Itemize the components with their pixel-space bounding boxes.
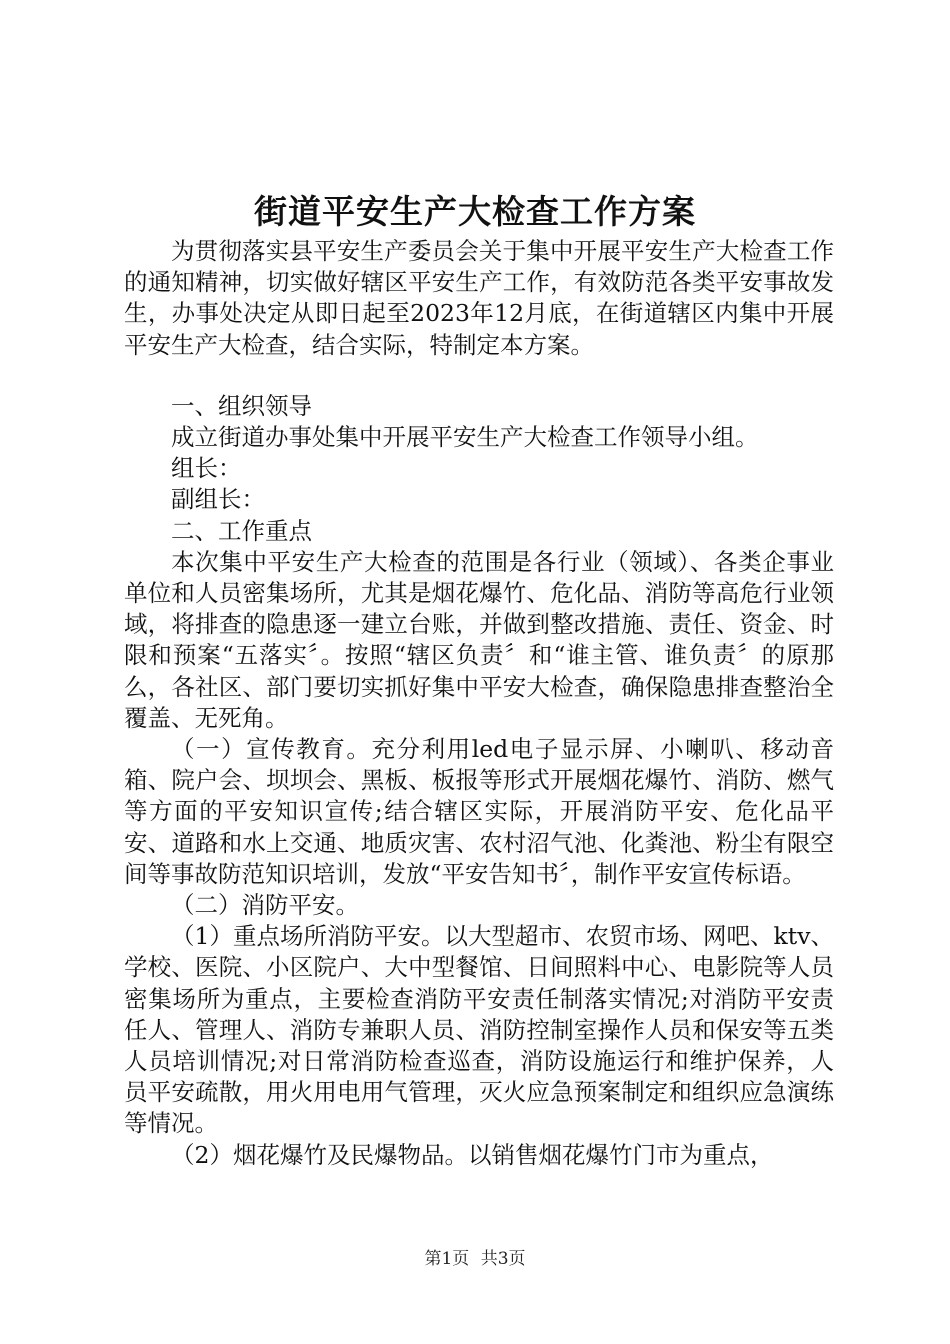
document-title: 街道平安生产大检查工作方案 — [254, 192, 696, 231]
intro-paragraph: 为贯彻落实县平安生产委员会关于集中开展平安生产大检查工作的通知精神，切实做好辖区平安生产工作，有效防范各类平安事故发生，办事处决定从即日起至2023年12月底，在街道辖区内集中开展平安生产大检查，结合实际，特制定本方案。 — [124, 237, 834, 359]
fire-safety-heading: （二）消防平安。 — [171, 891, 359, 920]
leader-line: 组长： — [171, 454, 242, 483]
page-total: 共3页 — [480, 1249, 526, 1269]
section-heading-focus: 二、工作重点 — [171, 516, 312, 545]
focus-paragraph: 本次集中平安生产大检查的范围是各行业（领域）、各类企事业单位和人员密集场所，尤其是烟花爆竹、危化品、消防等高危行业领域，将排查的隐患逐一建立台账，并做到整改措施、责任、资金、时限和预案“五落实〞。按照“辖区负责〞和“谁主管、谁负责〞的原那么，各社区、部门要切实抓好集中平安大检查，确保隐患排查整治全覆盖、无死角。 — [124, 547, 834, 732]
fireworks-paragraph: （2）烟花爆竹及民爆物品。以销售烟花爆竹门市为重点， — [171, 1140, 774, 1169]
deputy-leader-line: 副组长： — [171, 485, 265, 514]
publicity-paragraph: （一）宣传教育。充分利用led电子显示屏、小喇叭、移动音箱、院户会、坝坝会、黑板、板报等形式开展烟花爆竹、消防、燃气等方面的平安知识宣传;结合辖区实际，开展消防平安、危化品平安、道路和水上交通、地质灾害、农村沼气池、化粪池、粉尘有限空间等事故防范知识培训，发放“平安告知书〞，制作平安宣传标语。 — [124, 735, 834, 888]
paragraph-gap — [124, 361, 834, 391]
page-footer — [0, 1244, 950, 1269]
document-body — [124, 236, 834, 1171]
key-venues-paragraph: （1）重点场所消防平安。以大型超市、农贸市场、网吧、ktv、学校、医院、小区院户、大中型餐馆、日间照料中心、电影院等人员密集场所为重点，主要检查消防平安责任制落实情况;对消防平安责任人、管理人、消防专兼职人员、消防控制室操作人员和保安等五类人员培训情况;对日常消防检查巡查，消防设施运行和维护保养，人员平安疏散，用火用电用气管理，灭火应急预案制定和组织应急演练等情况。 — [124, 922, 834, 1138]
organization-paragraph: 成立街道办事处集中开展平安生产大检查工作领导小组。 — [171, 423, 759, 452]
section-heading-organization: 一、组织领导 — [171, 391, 312, 420]
page-number: 第1页 — [424, 1249, 470, 1269]
